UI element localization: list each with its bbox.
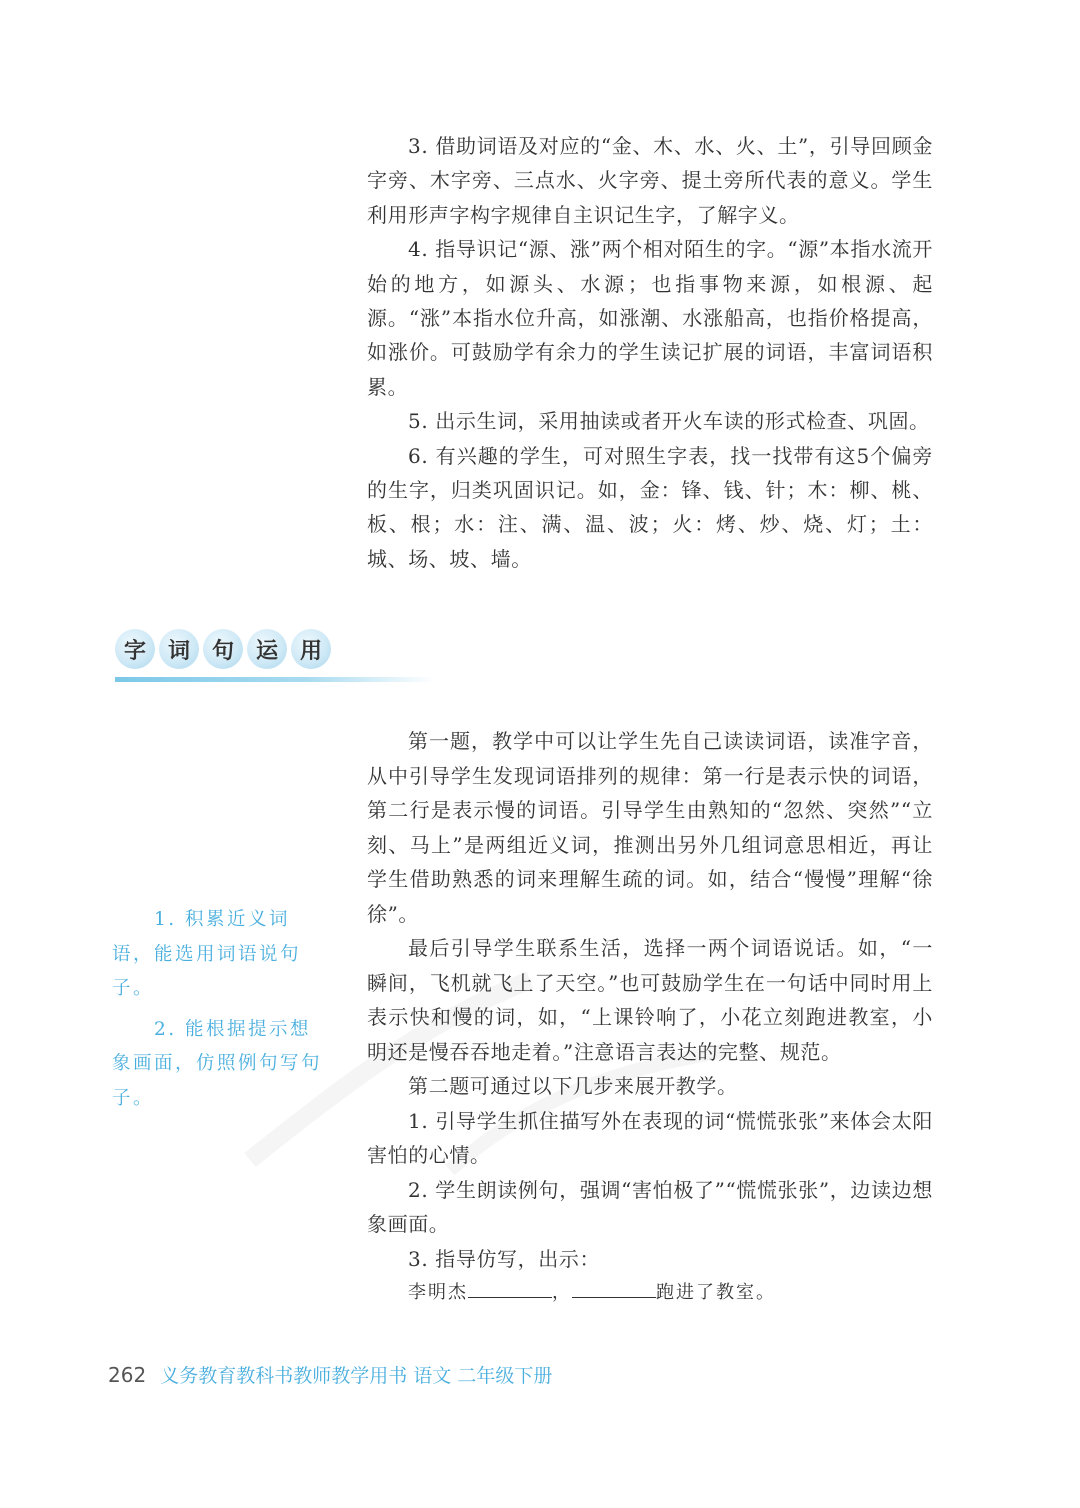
heading-rule [115,677,435,682]
margin-note: 2. 能根据提示想象画面，仿照例句写句子。 [112,1018,323,1109]
paragraph: 最后引导学生联系生活，选择一两个词语说话。如，“一瞬间，飞机就飞上了天空。”也可鼓励学生在一句话中同时用上表示快和慢的词，如，“上课铃响了，小花立刻跑进教室，小明还是慢吞吞地走着。”注意语言表达的完整、规范。 [367,936,933,1064]
heading-char: 用 [291,629,331,669]
paragraph: 1. 引导学生抓住描写外在表现的词“慌慌张张”来体会太阳害怕的心情。 [367,1108,933,1167]
main-paragraphs [367,724,933,1311]
top-paragraphs [367,129,933,576]
exercise-comma: ， [552,1282,572,1303]
paragraph: 3. 指导仿写，出示： [408,1246,601,1271]
exercise-ending: 跑进了教室。 [656,1282,776,1303]
paragraph: 4. 指导识记“源、涨”两个相对陌生的字。“源”本指水流开始的地方，如源头、水源；也指事物来源，如根源、起源。“涨”本指水位升高，如涨潮、水涨船高，也指价格提高，如涨价。可鼓励学有余力的学生读记扩展的词语，丰富词语积累。 [367,237,933,399]
section-heading [115,629,435,685]
page-number: 262 [108,1363,147,1387]
heading-char: 字 [115,629,155,669]
paragraph: 第一题，教学中可以让学生先自己读读词语，读准字音，从中引导学生发现词语排列的规律：第一行是表示快的词语，第二行是表示慢的词语。引导学生由熟知的“忽然、突然”“立刻、马上”是两组近义词，推测出另外几组词意思相近，再让学生借助熟悉的词来理解生疏的词。如，结合“慢慢”理解“徐徐”。 [367,729,933,926]
blank-field [572,1283,656,1298]
heading-char: 运 [247,629,287,669]
blank-field [468,1283,552,1298]
heading-char: 词 [159,629,199,669]
margin-notes [112,903,327,1122]
paragraph: 2. 学生朗读例句，强调“害怕极了”“慌慌张张”，边读边想象画面。 [367,1177,933,1236]
page-footer [108,1361,552,1388]
exercise-subject: 李明杰 [408,1282,468,1303]
paragraph: 6. 有兴趣的学生，可对照生字表，找一找带有这5个偏旁的生字，归类巩固识记。如，金：锋、钱、针；木：柳、桃、板、根；水：注、满、温、波；火：烤、炒、烧、灯；土：城、场、坡、墙。 [367,443,933,571]
heading-char: 句 [203,629,243,669]
margin-note: 1. 积累近义词语，能选用词语说句子。 [112,909,302,999]
paragraph: 3. 借助词语及对应的“金、木、水、火、土”，引导回顾金字旁、木字旁、三点水、火字旁、提土旁所代表的意义。学生利用形声字构字规律自主识记生字，了解字义。 [367,134,933,227]
paragraph: 5. 出示生词，采用抽读或者开火车读的形式检查、巩固。 [408,409,930,434]
paragraph: 第二题可通过以下几步来展开教学。 [408,1074,738,1098]
exercise-line [367,1276,933,1311]
book-title: 义务教育教科书教师教学用书 语文 二年级下册 [160,1365,553,1387]
